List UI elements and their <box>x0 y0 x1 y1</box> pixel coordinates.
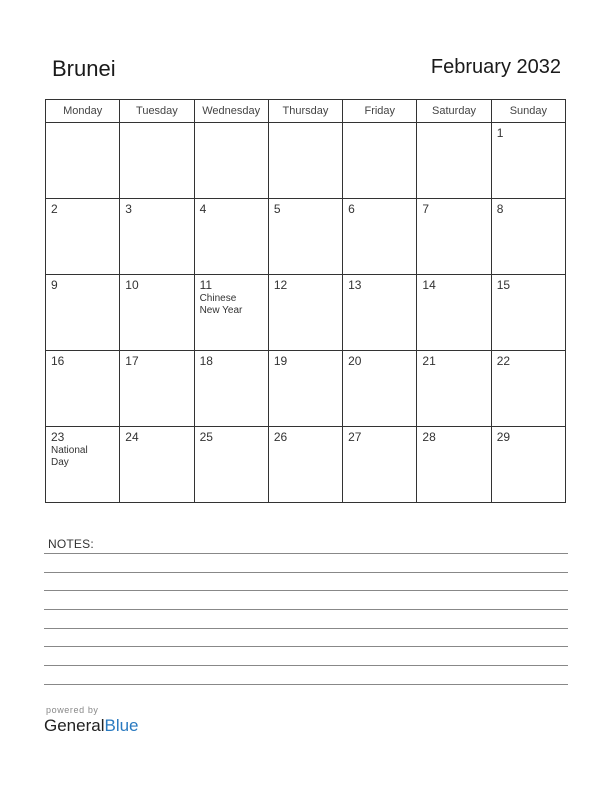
day-cell <box>120 427 194 503</box>
day-cell <box>194 199 268 275</box>
day-cell <box>268 123 342 199</box>
day-cell <box>417 275 491 351</box>
month-title: February 2032 <box>430 56 561 78</box>
day-number: 1 <box>496 126 504 140</box>
day-cell <box>46 123 120 199</box>
day-number: 6 <box>348 202 355 216</box>
day-cell <box>194 427 268 503</box>
day-cell <box>194 275 268 351</box>
day-number: 16 <box>51 354 65 368</box>
day-number: 20 <box>348 354 362 368</box>
day-cell <box>46 427 120 503</box>
weekday-wednesday: Wednesday <box>194 100 268 123</box>
day-cell <box>491 427 565 503</box>
day-cell <box>268 275 342 351</box>
day-number: 12 <box>273 278 288 292</box>
note-line <box>44 665 568 666</box>
day-number: 22 <box>496 354 511 368</box>
note-line <box>44 628 568 629</box>
day-cell <box>343 427 417 503</box>
day-number: 7 <box>422 202 430 216</box>
weekday-tuesday: Tuesday <box>120 100 194 123</box>
day-cell <box>194 123 268 199</box>
day-number: 2 <box>51 202 58 216</box>
day-cell <box>491 275 565 351</box>
day-cell <box>46 275 120 351</box>
weekday-sunday: Sunday <box>491 100 565 123</box>
weekday-friday: Friday <box>343 100 417 123</box>
day-number: 19 <box>273 354 288 368</box>
day-cell <box>120 351 194 427</box>
day-cell <box>491 199 565 275</box>
day-number: 29 <box>496 430 511 444</box>
day-number: 10 <box>125 278 139 292</box>
day-cell <box>417 351 491 427</box>
day-number: 28 <box>422 430 436 444</box>
weekday-thursday: Thursday <box>268 100 342 123</box>
note-line <box>44 609 568 610</box>
day-number: 21 <box>422 354 436 368</box>
logo-text-blue: Blue <box>104 716 139 735</box>
day-number: 11 <box>199 278 213 292</box>
day-number: 13 <box>348 278 362 292</box>
day-cell <box>417 199 491 275</box>
holiday-label: National <box>51 445 88 456</box>
day-cell <box>46 351 120 427</box>
day-number: 8 <box>496 202 504 216</box>
day-number: 15 <box>496 278 511 292</box>
day-cell <box>491 123 565 199</box>
day-cell <box>417 427 491 503</box>
day-cell <box>120 199 194 275</box>
week-row-2 <box>46 199 566 275</box>
holiday-label: Chinese <box>199 293 237 304</box>
note-line <box>44 572 568 573</box>
note-line <box>44 646 568 647</box>
weekday-monday: Monday <box>46 100 120 123</box>
day-number: 18 <box>199 354 213 368</box>
calendar-grid <box>45 99 566 503</box>
generalblue-logo[interactable] <box>44 716 139 736</box>
day-number: 24 <box>125 430 139 444</box>
day-cell <box>46 199 120 275</box>
day-cell <box>343 351 417 427</box>
day-cell <box>120 275 194 351</box>
day-number: 9 <box>51 278 58 292</box>
day-cell <box>120 123 194 199</box>
day-number: 3 <box>125 202 132 216</box>
day-cell <box>194 351 268 427</box>
day-cell <box>343 275 417 351</box>
day-cell <box>268 427 342 503</box>
day-number: 5 <box>273 202 281 216</box>
holiday-label: Day <box>51 457 69 468</box>
powered-by-text: powered by <box>46 705 99 715</box>
day-number: 17 <box>125 354 139 368</box>
day-cell <box>417 123 491 199</box>
day-cell <box>343 123 417 199</box>
week-row-5 <box>46 427 566 503</box>
day-number: 27 <box>348 430 362 444</box>
week-row-4 <box>46 351 566 427</box>
day-cell <box>268 199 342 275</box>
weekday-header-row <box>46 100 566 123</box>
week-row-3 <box>46 275 566 351</box>
weekday-saturday: Saturday <box>417 100 491 123</box>
day-cell <box>343 199 417 275</box>
country-title: Brunei <box>52 56 116 81</box>
day-number: 4 <box>199 202 207 216</box>
logo-text-general: General <box>44 716 105 735</box>
day-number: 14 <box>422 278 436 292</box>
day-number: 26 <box>273 430 288 444</box>
note-line <box>44 553 568 554</box>
week-row-1 <box>46 123 566 199</box>
day-number: 23 <box>51 430 65 444</box>
notes-label: NOTES: <box>48 537 94 551</box>
note-line <box>44 590 568 591</box>
note-line <box>44 684 568 685</box>
day-cell <box>268 351 342 427</box>
holiday-label: New Year <box>199 305 243 316</box>
day-cell <box>491 351 565 427</box>
day-number: 25 <box>199 430 213 444</box>
